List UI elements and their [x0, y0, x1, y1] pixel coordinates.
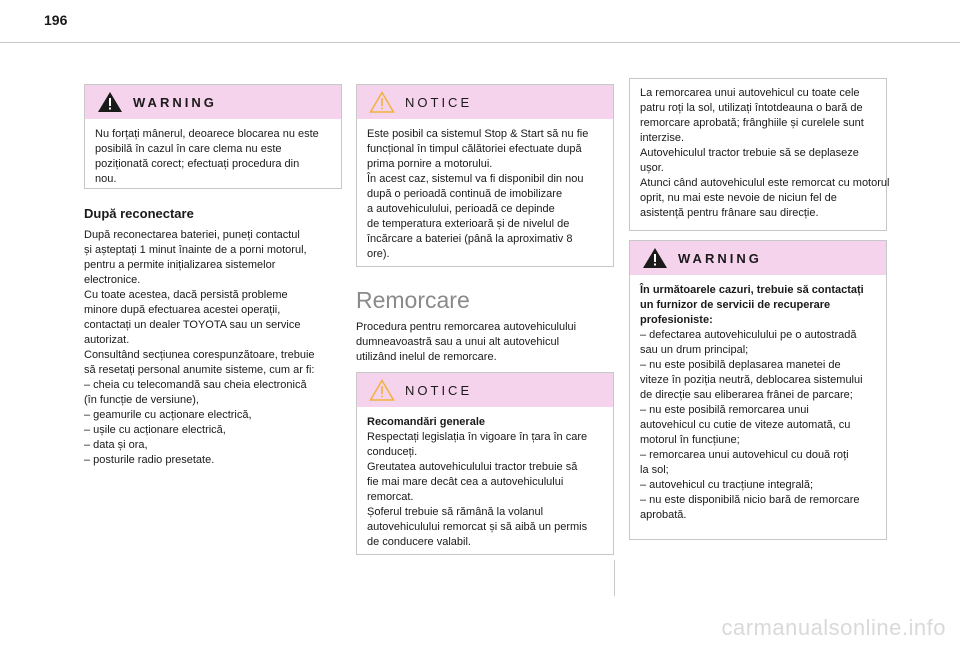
text-line: încărcare a bateriei (până la aproximativ 8	[367, 233, 573, 245]
text-line: autovehiculului remorcat și să aibă un permis	[367, 521, 588, 533]
text-line: autovehicul cu cutie de viteze automată, cu	[640, 419, 851, 431]
text-line: patru roți la sol, utilizați întotdeauna o bară de	[640, 102, 863, 114]
warning-body	[630, 275, 886, 531]
text-line: Consultând secțiunea corespunzătoare, trebuie	[84, 349, 315, 361]
text-line: – autovehicul cu tracțiune integrală;	[640, 479, 814, 491]
text-line: la sol;	[640, 464, 669, 476]
text-line: După reconectarea bateriei, puneți contactul	[84, 229, 300, 241]
text-line: – nu este posibilă remorcarea unui	[640, 404, 809, 416]
text-line: – ușile cu acționare electrică,	[84, 424, 226, 436]
warning-box-1	[84, 84, 342, 189]
text-line: Atunci când autovehiculul este remorcat cu motorul	[640, 177, 890, 189]
text-line: după o perioadă continuă de imobilizare	[367, 188, 563, 200]
text-line: de conducere valabil.	[367, 536, 471, 548]
text-line: Șoferul trebuie să rămână la volanul	[367, 506, 544, 518]
text-line: pentru a permite inițializarea sistemelor	[84, 259, 276, 271]
text-line: remorcat.	[367, 491, 414, 503]
notice-box-header	[357, 85, 613, 119]
text-line: electronice.	[84, 274, 141, 286]
warning-box-header	[630, 241, 886, 275]
text-line: să resetați personal anumite sisteme, cum ar fi:	[84, 364, 315, 376]
text-line: autorizat.	[84, 334, 130, 346]
warning-triangle-icon	[97, 91, 123, 113]
text-line: remorcare aprobată; frânghiile și curelele sunt	[640, 117, 864, 129]
text-line: conduceți.	[367, 446, 418, 458]
text-line: – defectarea autovehiculului pe o autostradă	[640, 329, 857, 341]
notice-box-1	[356, 84, 614, 267]
notice-body	[357, 407, 613, 558]
watermark: carmanualsonline.info	[721, 615, 946, 640]
towing-info-body	[630, 79, 890, 229]
text-line: Respectați legislația în vigoare în țara în care	[367, 431, 588, 443]
text-line: posibilă în cazul în care clema nu este	[95, 143, 282, 155]
notice-title: NOTICE	[405, 382, 473, 398]
warning-triangle-icon	[642, 247, 668, 269]
section-heading-reconnect: După reconectare	[84, 206, 194, 221]
page-number: 196	[44, 12, 68, 28]
warning-box-2	[629, 240, 887, 540]
warning-bold-line: un furnizor de servicii de recuperare	[640, 299, 831, 311]
text-line: de temperatura exterioară și de nivelul de	[367, 218, 570, 230]
text-line: sau un drum principal;	[640, 344, 749, 356]
text-line: – geamurile cu acționare electrică,	[84, 409, 252, 421]
text-line: – remorcarea unui autovehicul cu două roți	[640, 449, 849, 461]
text-line: utilizând inelul de remorcare.	[356, 351, 497, 363]
text-line: poziționată corect; efectuați procedura din	[95, 158, 300, 170]
text-line: nou.	[95, 173, 117, 185]
text-line: La remorcarea unui autovehicul cu toate cele	[640, 87, 860, 99]
warning-bold-line: profesioniste:	[640, 314, 713, 326]
text-line: Procedura pentru remorcarea autovehiculului	[356, 321, 577, 333]
notice-title: NOTICE	[405, 94, 473, 110]
text-line: funcțional în timpul călătoriei efectuate după	[367, 143, 582, 155]
text-line: – nu este disponibilă nicio bară de remorcare	[640, 494, 860, 506]
text-line: și așteptați 1 minut înainte de a porni motorul,	[84, 244, 307, 256]
text-line: prima pornire a motorului.	[367, 158, 493, 170]
text-line: asistență pentru frânare sau direcție.	[640, 207, 819, 219]
warning-title: WARNING	[678, 250, 762, 266]
text-line: Cu toate acestea, dacă persistă probleme	[84, 289, 288, 301]
text-line: viteze în poziția neutră, deblocarea sistemului	[640, 374, 863, 386]
notice-triangle-icon	[369, 379, 395, 401]
text-line: Greutatea autovehiculului tractor trebuie să	[367, 461, 578, 473]
column-divider	[614, 560, 615, 596]
reconnect-text	[84, 228, 315, 468]
text-line: Autovehiculul tractor trebuie să se deplaseze	[640, 147, 859, 159]
warning-bold-line: În următoarele cazuri, trebuie să contactați	[640, 284, 864, 296]
towing-intro	[356, 320, 576, 365]
text-line: – posturile radio presetate.	[84, 454, 215, 466]
text-line: interzise.	[640, 132, 685, 144]
text-line: În acest caz, sistemul va fi disponibil din nou	[367, 173, 584, 185]
text-line: fie mai mare decât cea a autovehiculului	[367, 476, 564, 488]
top-divider	[0, 42, 960, 43]
text-line: (în funcție de versiune),	[84, 394, 199, 406]
notice-box-2	[356, 372, 614, 555]
towing-info-box	[629, 78, 890, 231]
text-line: oprit, nu mai este nevoie de niciun fel de	[640, 192, 837, 204]
text-line: – nu este posibilă deplasarea manetei de	[640, 359, 841, 371]
text-line: dumneavoastră sau a unui alt autovehicul	[356, 336, 560, 348]
warning-box-header	[85, 85, 341, 119]
text-line: de direcție sau eliberarea frânei de parcare;	[640, 389, 853, 401]
text-line: – cheia cu telecomandă sau cheia electronică	[84, 379, 307, 391]
text-line: – data și ora,	[84, 439, 148, 451]
text-line: contactați un dealer TOYOTA sau un service	[84, 319, 301, 331]
notice-body	[357, 119, 613, 270]
text-line: Nu forțați mânerul, deoarece blocarea nu este	[95, 128, 319, 140]
warning-title: WARNING	[133, 94, 217, 110]
notice-subheading: Recomandări generale	[367, 416, 485, 428]
notice-box-header	[357, 373, 613, 407]
text-line: minore după efectuarea acestei operații,	[84, 304, 281, 316]
text-line: aprobată.	[640, 509, 687, 521]
warning-body	[85, 119, 341, 195]
section-heading-towing: Remorcare	[356, 287, 470, 313]
text-line: motorul în funcțiune;	[640, 434, 740, 446]
text-line: a autovehiculului, perioadă ce depinde	[367, 203, 555, 215]
notice-triangle-icon	[369, 91, 395, 113]
text-line: ușor.	[640, 162, 664, 174]
text-line: ore).	[367, 248, 390, 260]
text-line: Este posibil ca sistemul Stop & Start să nu fie	[367, 128, 589, 140]
